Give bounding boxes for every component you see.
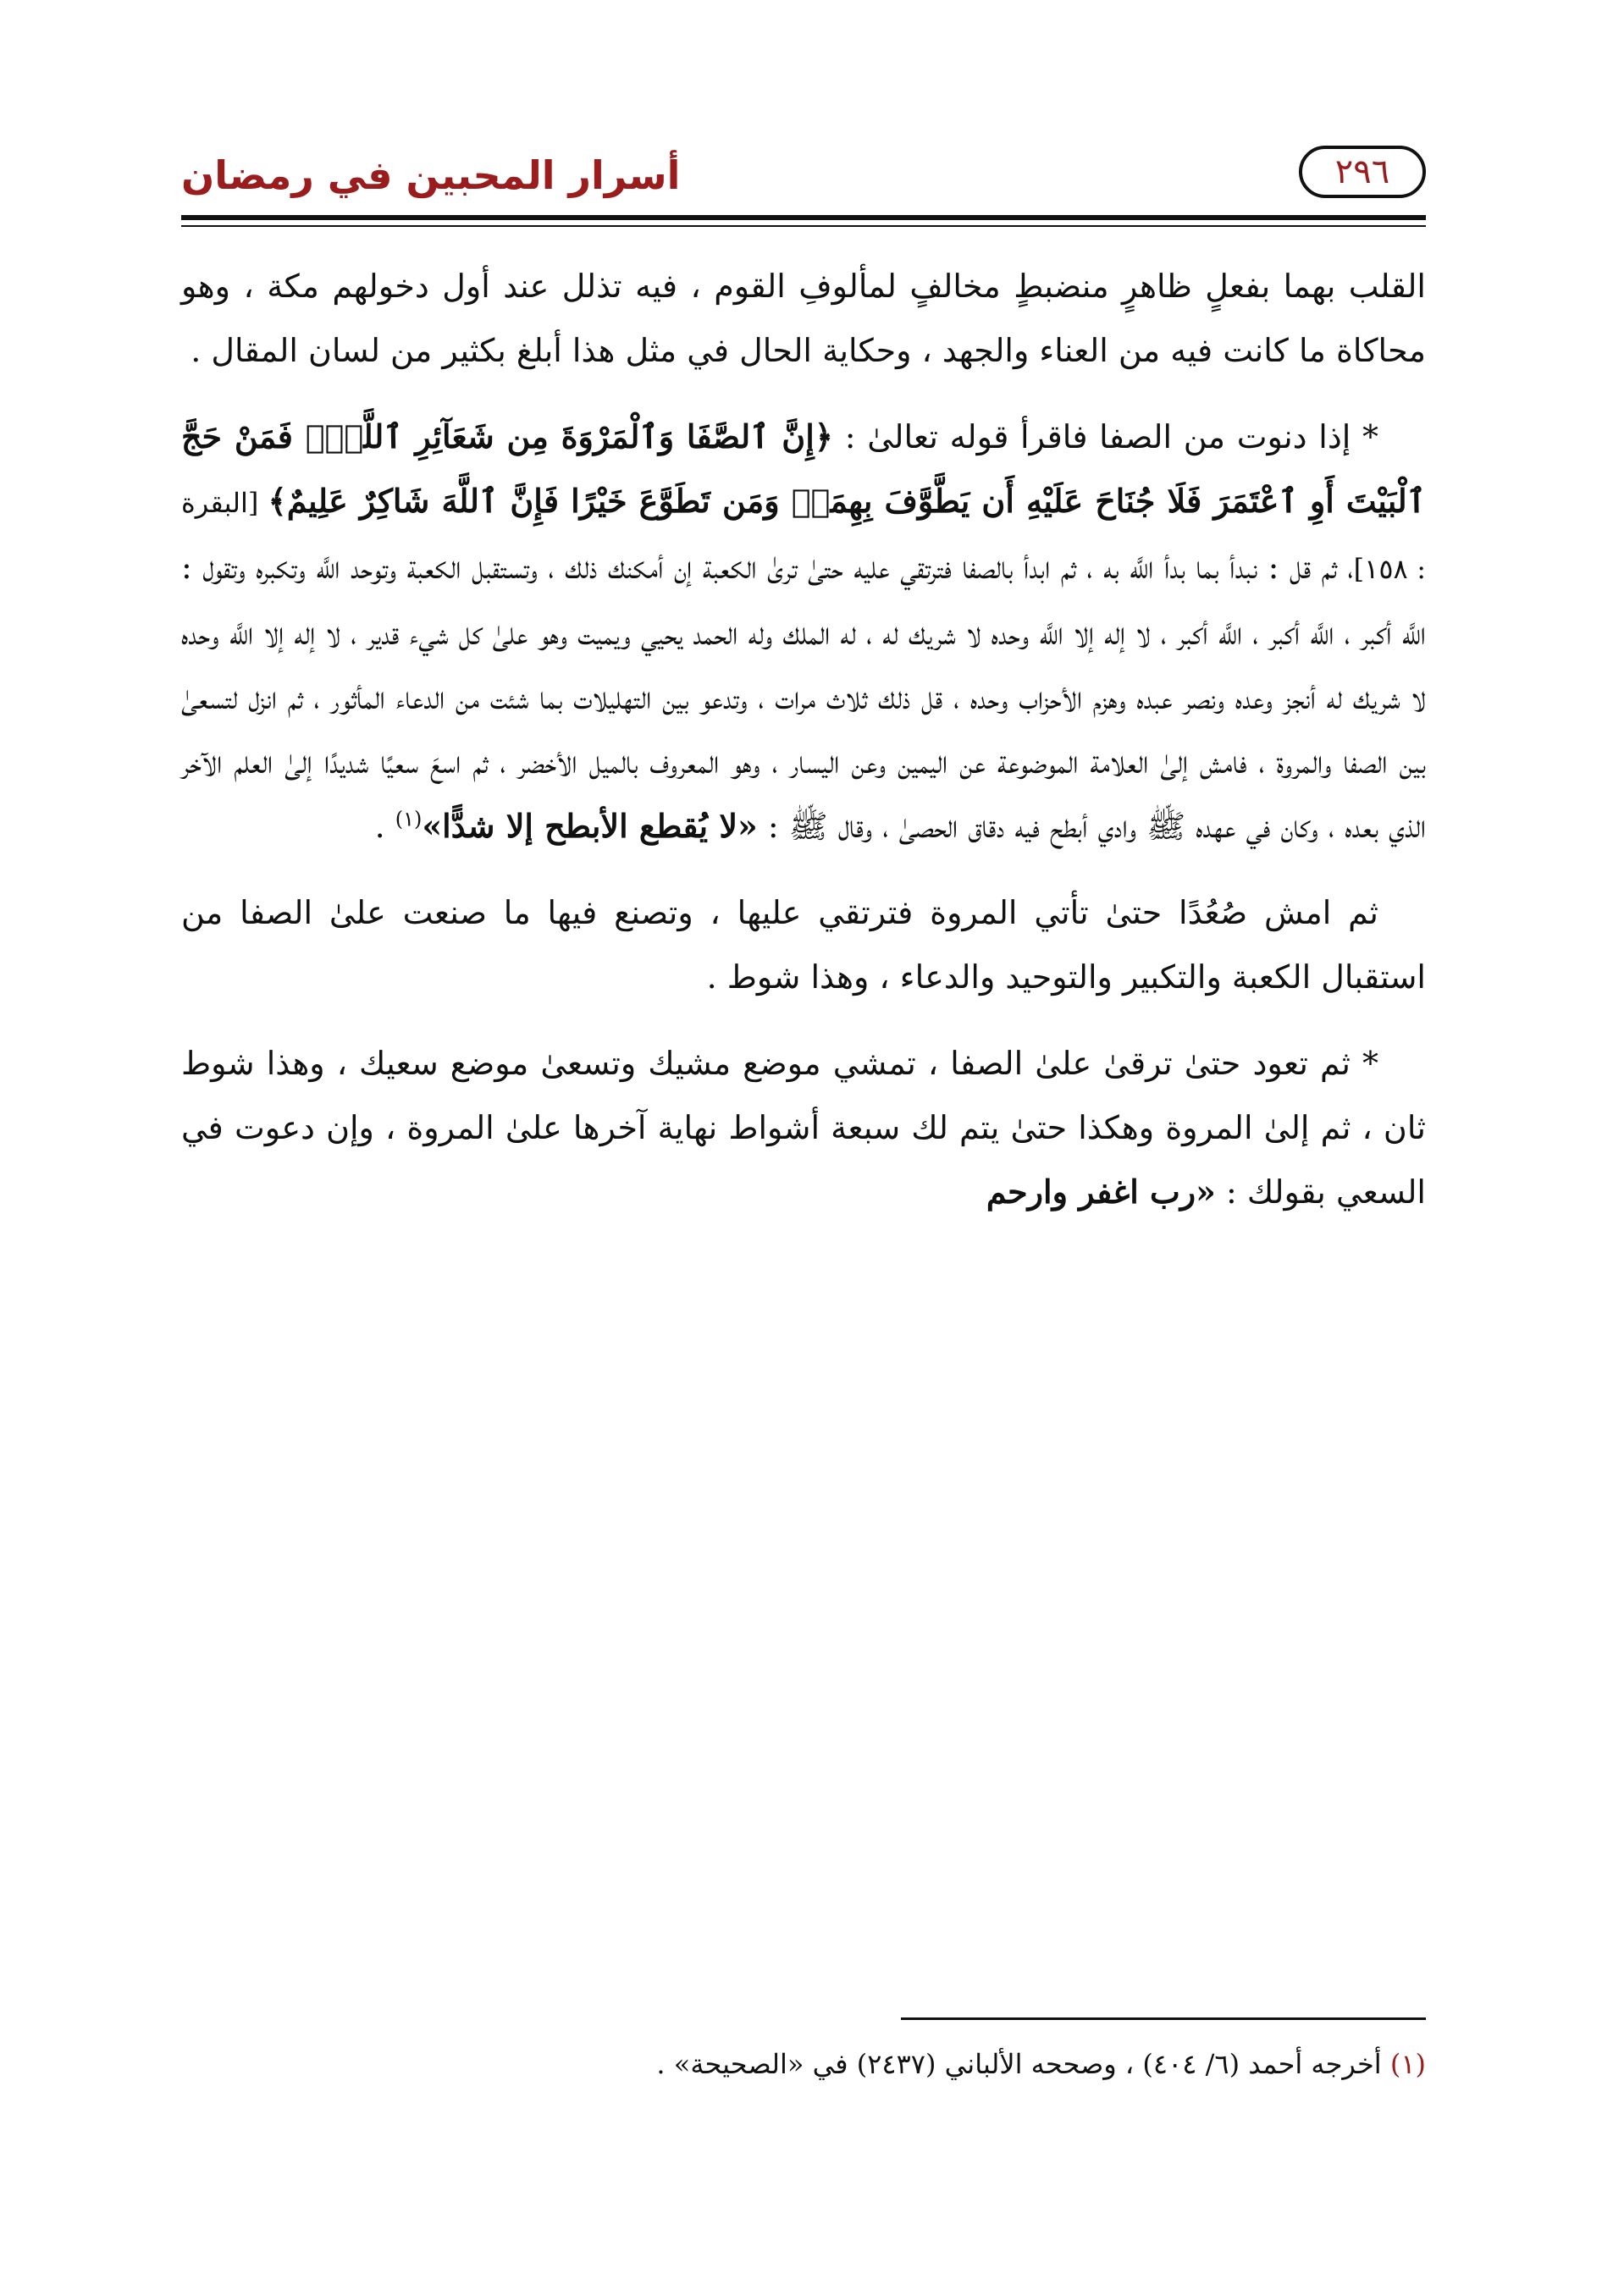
footnote-text: أخرجه أحمد (٦/ ٤٠٤) ، وصححه الألباني (٢٤٣٧) في «الصحيحة» . <box>656 2048 1390 2080</box>
main-text <box>181 254 1426 1246</box>
book-title: أسرار المحبين في رمضان <box>181 152 681 198</box>
paragraph-2-text: ، ثم قل : نبدأ بما بدأ اللَّه به ، ثم ابدأ بالصفا فترتقي عليه حتىٰ ترىٰ الكعبة إن أمكنك ذلك ، وتستقبل الكعبة وتوحد اللَّه وتكبره وتقول : اللَّه أكبر ، اللَّه أكبر ، اللَّه أكبر ، لا إله إلا اللَّه وحده لا شريك له ، له الملك وله الحمد يحيي ويميت وهو علىٰ كل شيء قدير ، لا إله إلا اللَّه وحده لا شريك له أنجز وعده ونصر عبده وهزم الأحزاب وحده ، قل ذلك ثلاث مرات ، وتدعو بين التهليلات بما شئت من الدعاء المأثور ، ثم انزل لتسعىٰ بين الصفا والمروة ، فامش إلىٰ العلامة الموضوعة عن اليمين وعن اليسار ، وهو المعروف بالميل الأخضر ، ثم اسعَ سعيًا شديدًا إلىٰ العلم الآخر الذي بعده ، وكان في عهده ﷺ وادي أبطح فيه دقاق الحصىٰ ، وقال ﷺ : <box>181 549 1427 845</box>
header-divider-thin <box>181 225 1426 227</box>
quran-verse: ﴿إِنَّ ٱلصَّفَا وَٱلْمَرْوَةَ مِن شَعَآئِرِ ٱللَّهِۖ فَمَنْ حَجَّ ٱلْبَيْتَ أَوِ ٱعْتَمَرَ فَلَا جُنَاحَ عَلَيْهِ أَن يَطَّوَّفَ بِهِمَاۚ وَمَن تَطَوَّعَ خَيْرًا فَإِنَّ ٱللَّهَ شَاكِرٌ عَلِيمٌ﴾ <box>181 417 1427 520</box>
footnote <box>181 2040 1426 2088</box>
footnote-number: (١) <box>1389 2048 1426 2080</box>
paragraph-1: القلب بهما بفعلٍ ظاهرٍ منضبطٍ مخالفٍ لمألوفِ القوم ، فيه تذلل عند أول دخولهم مكة ، وهو محاكاة ما كانت فيه من العناء والجهد ، وحكاية الحال في مثل هذا أبلغ بكثير من لسان المقال . <box>181 268 1426 369</box>
footnote-marker[interactable]: (١) <box>395 807 423 831</box>
paragraph-2-intro: * إذا دنوت من الصفا فاقرأ قوله تعالىٰ : <box>833 418 1378 455</box>
paragraph-2-end: . <box>374 808 395 845</box>
verse-reference: [البقرة : ١٥٨] <box>181 487 1426 585</box>
header-divider-thick <box>181 215 1426 220</box>
footnote-divider <box>901 2017 1426 2020</box>
page-header <box>181 146 1426 213</box>
paragraph-2 <box>181 405 1426 858</box>
hadith-quote: «لا يُقطع الأبطح إلا شدًّا» <box>422 807 758 845</box>
page-number-badge: ٢٩٦ <box>1299 146 1426 198</box>
paragraph-3: ثم امش صُعُدًا حتىٰ تأتي المروة فترتقي عليها ، وتصنع فيها ما صنعت علىٰ الصفا من استقبال الكعبة والتكبير والتوحيد والدعاء ، وهذا شوط . <box>181 894 1426 996</box>
paragraph-4 <box>181 1031 1426 1224</box>
dua-quote: «رب اغفر وارحم <box>986 1173 1216 1211</box>
paragraph-4-text: * ثم تعود حتىٰ ترقىٰ علىٰ الصفا ، تمشي موضع مشيك وتسعىٰ موضع سعيك ، وهذا شوط ثان ، ثم إلىٰ المروة وهكذا حتىٰ يتم لك سبعة أشواط نهاية آخرها علىٰ المروة ، وإن دعوت في السعي بقولك : <box>181 1045 1426 1211</box>
